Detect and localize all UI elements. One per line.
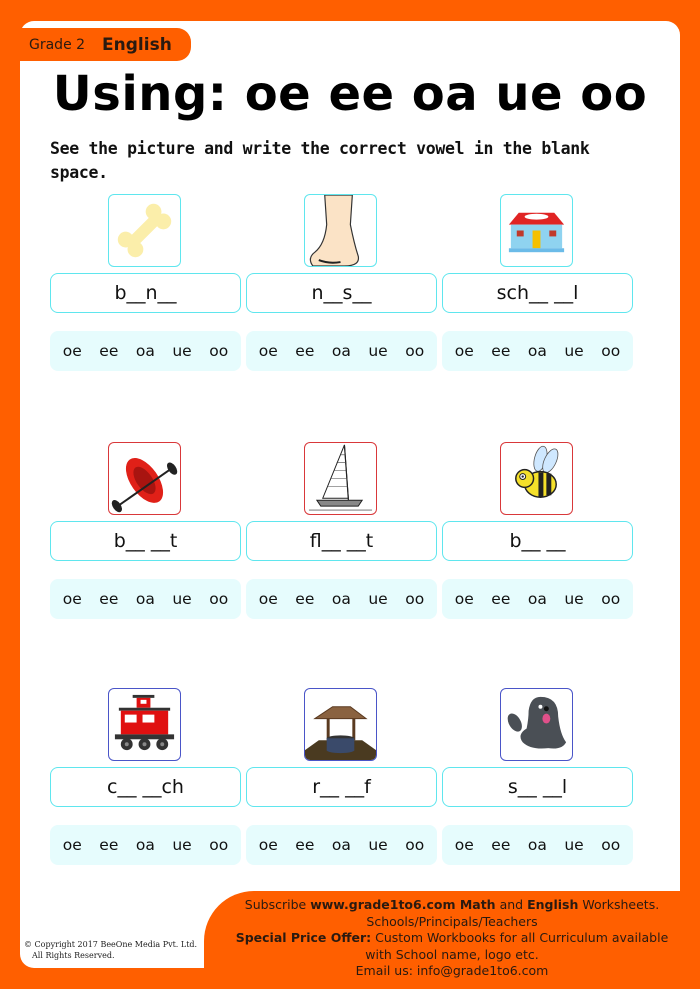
option-ee[interactable]: ee [99,590,119,608]
option-oo[interactable]: oo [601,342,621,360]
option-ue[interactable]: ue [368,590,388,608]
option-ee[interactable]: ee [295,590,315,608]
option-oo[interactable]: oo [601,836,621,854]
subscribe-text: Subscribe [244,897,311,912]
page-title: Using: oe ee oa ue oo [52,66,648,122]
option-oe[interactable]: oe [62,342,82,360]
option-ee[interactable]: ee [99,836,119,854]
sailboat-picture [304,442,377,515]
vowel-options [246,825,437,865]
vowel-options [50,331,241,371]
boat-picture [108,442,181,515]
seal-picture [500,688,573,761]
website-link[interactable]: www.grade1to6.com [310,897,456,912]
vowel-options [442,331,633,371]
subject-label: English [102,34,172,55]
copyright-line1: © Copyright 2017 BeeOne Media Pvt. Ltd. [24,940,198,949]
option-ue[interactable]: ue [172,342,192,360]
footer-audience-line: Schools/Principals/Teachers [366,913,538,929]
school-picture [500,194,573,267]
option-ue[interactable]: ue [564,836,584,854]
vowel-options [50,825,241,865]
word-blank-field[interactable]: sch__ __l [442,273,633,313]
footer-offer-line2: with School name, logo etc. [365,946,539,962]
vowel-options [246,579,437,619]
option-ee[interactable]: ee [491,836,511,854]
footer-email-line[interactable]: Email us: info@grade1to6.com [355,963,549,978]
caboose-picture [108,688,181,761]
option-oa[interactable]: oa [527,836,547,854]
option-ue[interactable]: ue [368,836,388,854]
word-blank-field[interactable]: b__ __t [50,521,241,561]
word-blank-field[interactable]: b__ __ [442,521,633,561]
math-text: Math [455,897,496,912]
and-text: and [495,897,528,912]
footer-subscribe-line [204,897,700,914]
vowel-options [442,825,633,865]
grade-label: Grade 2 [29,36,86,53]
option-oo[interactable]: oo [209,836,229,854]
word-blank-field[interactable]: fl__ __t [246,521,437,561]
option-oa[interactable]: oa [527,590,547,608]
option-ee[interactable]: ee [491,342,511,360]
vowel-options [442,579,633,619]
english-text: English [527,897,579,912]
option-oo[interactable]: oo [405,342,425,360]
word-blank-field[interactable]: b__n__ [50,273,241,313]
option-oa[interactable]: oa [135,836,155,854]
option-ee[interactable]: ee [295,342,315,360]
option-ue[interactable]: ue [564,590,584,608]
nose-picture [304,194,377,267]
worksheets-text: Worksheets. [578,897,660,912]
grade-subject-tab [20,28,191,61]
option-oa[interactable]: oa [331,590,351,608]
vowel-options [50,579,241,619]
footer-promo [204,891,700,989]
option-ue[interactable]: ue [368,342,388,360]
word-blank-field[interactable]: s__ __l [442,767,633,807]
option-oa[interactable]: oa [331,836,351,854]
option-ue[interactable]: ue [172,590,192,608]
option-oe[interactable]: oe [454,342,474,360]
option-oa[interactable]: oa [135,590,155,608]
footer-offer-line [204,930,700,947]
copyright-notice [24,939,197,961]
option-oo[interactable]: oo [209,342,229,360]
instruction-text: See the picture and write the correct vowel in the blank space. [50,139,590,182]
option-oa[interactable]: oa [135,342,155,360]
bee-picture [500,442,573,515]
option-oe[interactable]: oe [62,590,82,608]
option-oo[interactable]: oo [601,590,621,608]
special-offer-label: Special Price Offer: [235,930,372,945]
word-blank-field[interactable]: r__ __f [246,767,437,807]
option-oa[interactable]: oa [331,342,351,360]
option-oo[interactable]: oo [405,590,425,608]
option-oe[interactable]: oe [258,836,278,854]
word-blank-field[interactable]: n__s__ [246,273,437,313]
option-oe[interactable]: oe [454,836,474,854]
option-oe[interactable]: oe [62,836,82,854]
option-oe[interactable]: oe [258,342,278,360]
option-oe[interactable]: oe [454,590,474,608]
option-oa[interactable]: oa [527,342,547,360]
option-oo[interactable]: oo [209,590,229,608]
copyright-line2: All Rights Reserved. [32,951,115,960]
option-ee[interactable]: ee [99,342,119,360]
option-ee[interactable]: ee [295,836,315,854]
special-offer-text: Custom Workbooks for all Curriculum available [371,930,669,945]
well-roof-picture [304,688,377,761]
option-oe[interactable]: oe [258,590,278,608]
vowel-options [246,331,437,371]
option-oo[interactable]: oo [405,836,425,854]
bone-picture [108,194,181,267]
option-ee[interactable]: ee [491,590,511,608]
word-blank-field[interactable]: c__ __ch [50,767,241,807]
option-ue[interactable]: ue [172,836,192,854]
option-ue[interactable]: ue [564,342,584,360]
